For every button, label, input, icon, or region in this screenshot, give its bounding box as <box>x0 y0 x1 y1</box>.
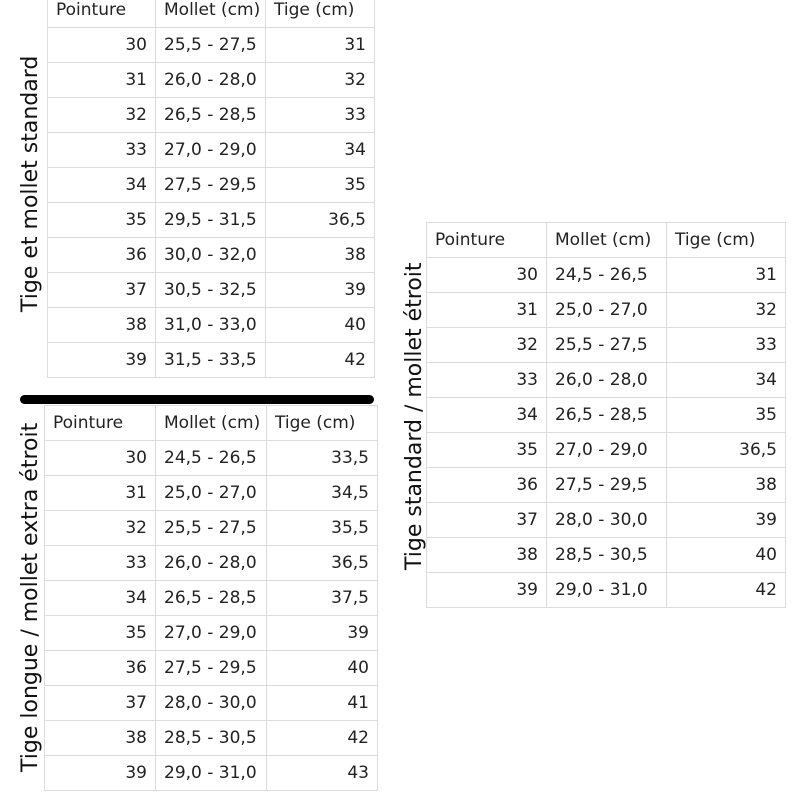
header-pointure: Pointure <box>45 406 156 441</box>
table-row <box>45 616 378 651</box>
cell-mollet: 28,5 - 30,5 <box>547 538 667 573</box>
table-row <box>48 343 375 378</box>
cell-pointure: 37 <box>45 686 156 721</box>
cell-mollet: 29,0 - 31,0 <box>156 756 267 791</box>
cell-tige: 40 <box>266 308 375 343</box>
table-row <box>45 686 378 721</box>
cell-tige: 36,5 <box>667 433 786 468</box>
header-mollet: Mollet (cm) <box>156 0 266 28</box>
table-header-row <box>48 0 375 28</box>
size-table-long-extra-narrow <box>44 405 378 791</box>
table-header-row <box>45 406 378 441</box>
cell-mollet: 26,5 - 28,5 <box>547 398 667 433</box>
cell-pointure: 35 <box>48 203 156 238</box>
cell-pointure: 39 <box>48 343 156 378</box>
cell-pointure: 34 <box>45 581 156 616</box>
cell-pointure: 31 <box>45 476 156 511</box>
header-tige: Tige (cm) <box>267 406 378 441</box>
header-tige: Tige (cm) <box>266 0 375 28</box>
header-mollet: Mollet (cm) <box>547 223 667 258</box>
table-row <box>45 441 378 476</box>
table-label-standard-narrow: Tige standard / mollet étroit <box>402 262 427 570</box>
cell-mollet: 26,0 - 28,0 <box>156 546 267 581</box>
cell-tige: 35,5 <box>267 511 378 546</box>
header-mollet: Mollet (cm) <box>156 406 267 441</box>
table-row <box>45 651 378 686</box>
cell-tige: 42 <box>266 343 375 378</box>
cell-mollet: 27,5 - 29,5 <box>547 468 667 503</box>
cell-mollet: 29,0 - 31,0 <box>547 573 667 608</box>
cell-mollet: 25,5 - 27,5 <box>547 328 667 363</box>
cell-pointure: 36 <box>45 651 156 686</box>
table-row <box>427 503 786 538</box>
cell-pointure: 32 <box>48 98 156 133</box>
cell-pointure: 30 <box>45 441 156 476</box>
table-row <box>427 363 786 398</box>
cell-mollet: 27,5 - 29,5 <box>156 651 267 686</box>
cell-mollet: 31,0 - 33,0 <box>156 308 266 343</box>
cell-pointure: 33 <box>427 363 547 398</box>
table-row <box>427 398 786 433</box>
table-row <box>48 308 375 343</box>
cell-mollet: 27,0 - 29,0 <box>547 433 667 468</box>
cell-pointure: 32 <box>427 328 547 363</box>
cell-pointure: 36 <box>48 238 156 273</box>
cell-mollet: 25,5 - 27,5 <box>156 28 266 63</box>
cell-pointure: 30 <box>427 258 547 293</box>
cell-tige: 32 <box>667 293 786 328</box>
cell-pointure: 34 <box>48 168 156 203</box>
cell-tige: 39 <box>667 503 786 538</box>
cell-tige: 35 <box>266 168 375 203</box>
table-row <box>45 511 378 546</box>
cell-mollet: 31,5 - 33,5 <box>156 343 266 378</box>
cell-mollet: 26,5 - 28,5 <box>156 98 266 133</box>
cell-tige: 34,5 <box>267 476 378 511</box>
cell-tige: 34 <box>266 133 375 168</box>
cell-mollet: 27,5 - 29,5 <box>156 168 266 203</box>
cell-tige: 36,5 <box>267 546 378 581</box>
cell-pointure: 31 <box>48 63 156 98</box>
cell-tige: 38 <box>667 468 786 503</box>
cell-mollet: 27,0 - 29,0 <box>156 616 267 651</box>
table-row <box>48 63 375 98</box>
header-tige: Tige (cm) <box>667 223 786 258</box>
cell-pointure: 37 <box>427 503 547 538</box>
cell-tige: 31 <box>266 28 375 63</box>
section-divider <box>20 395 374 404</box>
table-row <box>45 476 378 511</box>
table-row <box>427 468 786 503</box>
table-row <box>48 273 375 308</box>
cell-pointure: 30 <box>48 28 156 63</box>
cell-tige: 39 <box>267 616 378 651</box>
cell-pointure: 33 <box>48 133 156 168</box>
cell-pointure: 37 <box>48 273 156 308</box>
cell-mollet: 26,5 - 28,5 <box>156 581 267 616</box>
cell-tige: 33 <box>667 328 786 363</box>
cell-pointure: 38 <box>48 308 156 343</box>
cell-pointure: 34 <box>427 398 547 433</box>
table-row <box>48 203 375 238</box>
cell-mollet: 24,5 - 26,5 <box>547 258 667 293</box>
table-row <box>427 538 786 573</box>
cell-pointure: 35 <box>427 433 547 468</box>
cell-tige: 43 <box>267 756 378 791</box>
cell-tige: 35 <box>667 398 786 433</box>
cell-tige: 38 <box>266 238 375 273</box>
table-row <box>48 28 375 63</box>
cell-mollet: 30,0 - 32,0 <box>156 238 266 273</box>
cell-pointure: 32 <box>45 511 156 546</box>
cell-pointure: 36 <box>427 468 547 503</box>
cell-tige: 33,5 <box>267 441 378 476</box>
cell-tige: 40 <box>267 651 378 686</box>
cell-pointure: 33 <box>45 546 156 581</box>
cell-mollet: 28,5 - 30,5 <box>156 721 267 756</box>
table-row <box>48 98 375 133</box>
table-row <box>427 433 786 468</box>
cell-tige: 33 <box>266 98 375 133</box>
cell-tige: 37,5 <box>267 581 378 616</box>
cell-mollet: 30,5 - 32,5 <box>156 273 266 308</box>
cell-mollet: 25,0 - 27,0 <box>547 293 667 328</box>
cell-tige: 42 <box>667 573 786 608</box>
header-pointure: Pointure <box>427 223 547 258</box>
table-row <box>45 756 378 791</box>
table-row <box>45 546 378 581</box>
table-row <box>427 328 786 363</box>
table-row <box>48 238 375 273</box>
size-table-standard-narrow <box>426 222 786 608</box>
table-header-row <box>427 223 786 258</box>
table-label-long-extra-narrow: Tige longue / mollet extra étroit <box>18 422 43 772</box>
size-table-standard <box>47 0 375 378</box>
cell-mollet: 25,5 - 27,5 <box>156 511 267 546</box>
table-row <box>45 581 378 616</box>
table-row <box>427 293 786 328</box>
cell-mollet: 28,0 - 30,0 <box>156 686 267 721</box>
cell-pointure: 35 <box>45 616 156 651</box>
cell-tige: 39 <box>266 273 375 308</box>
cell-mollet: 29,5 - 31,5 <box>156 203 266 238</box>
table-row <box>427 258 786 293</box>
cell-pointure: 39 <box>427 573 547 608</box>
table-row <box>48 168 375 203</box>
cell-mollet: 26,0 - 28,0 <box>547 363 667 398</box>
cell-pointure: 39 <box>45 756 156 791</box>
cell-tige: 36,5 <box>266 203 375 238</box>
table-row <box>427 573 786 608</box>
table-label-standard: Tige et mollet standard <box>18 55 43 312</box>
cell-tige: 40 <box>667 538 786 573</box>
cell-tige: 32 <box>266 63 375 98</box>
cell-mollet: 27,0 - 29,0 <box>156 133 266 168</box>
header-pointure: Pointure <box>48 0 156 28</box>
cell-pointure: 38 <box>45 721 156 756</box>
cell-mollet: 26,0 - 28,0 <box>156 63 266 98</box>
cell-tige: 34 <box>667 363 786 398</box>
cell-mollet: 25,0 - 27,0 <box>156 476 267 511</box>
cell-pointure: 31 <box>427 293 547 328</box>
cell-mollet: 24,5 - 26,5 <box>156 441 267 476</box>
cell-tige: 41 <box>267 686 378 721</box>
cell-mollet: 28,0 - 30,0 <box>547 503 667 538</box>
table-row <box>48 133 375 168</box>
table-row <box>45 721 378 756</box>
cell-tige: 31 <box>667 258 786 293</box>
cell-tige: 42 <box>267 721 378 756</box>
cell-pointure: 38 <box>427 538 547 573</box>
